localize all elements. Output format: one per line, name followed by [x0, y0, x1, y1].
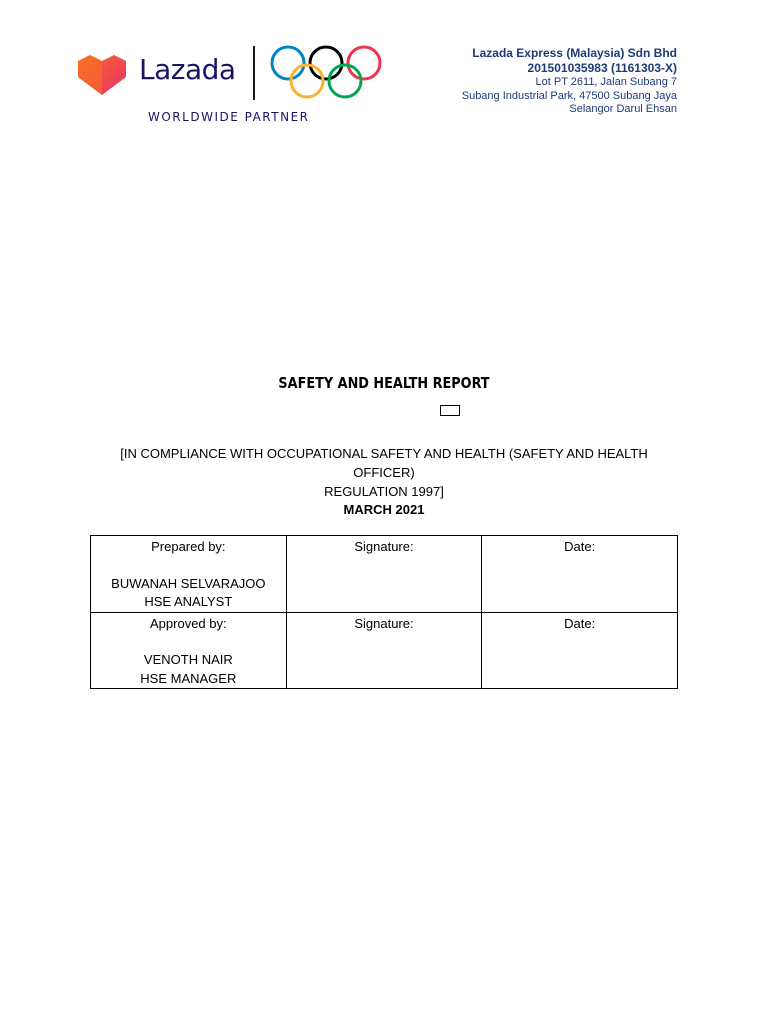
company-address-block: [462, 46, 677, 117]
person-position: HSE ANALYST: [144, 594, 233, 609]
signoff-table: [90, 535, 678, 689]
lazada-olympic-logo: [72, 42, 392, 126]
date-label: Date:: [564, 615, 596, 631]
date-label: Date:: [564, 539, 596, 554]
role-label: Prepared by:: [151, 539, 226, 554]
compliance-line: [IN COMPLIANCE WITH OCCUPATIONAL SAFETY AND HEALTH (SAFETY AND HEALTH OFFICER): [120, 446, 648, 480]
role-cell: [91, 612, 287, 689]
person-position: HSE MANAGER: [140, 670, 237, 686]
table-row: [91, 536, 678, 613]
report-title: SAFETY AND HEALTH REPORT: [278, 374, 490, 392]
company-name: Lazada Express (Malaysia) Sdn Bhd: [472, 46, 677, 60]
date-cell[interactable]: [482, 612, 678, 689]
placeholder-box: [440, 405, 460, 416]
address-line: Subang Industrial Park, 47500 Subang Jaya: [461, 89, 677, 102]
lazada-heart-icon: [74, 51, 130, 97]
olympic-rings-icon: [268, 42, 392, 104]
compliance-line: REGULATION 1997]: [324, 484, 444, 499]
address-line: Selangor Darul Ehsan: [569, 103, 677, 115]
lazada-wordmark: Lazada: [139, 53, 236, 86]
company-registration: 201501035983 (1161303-X): [527, 61, 677, 75]
role-label: Approved by:: [150, 615, 227, 631]
logo-tagline: WORLDWIDE PARTNER: [148, 110, 310, 124]
person-name: VENOTH NAIR: [143, 652, 233, 667]
compliance-statement: [90, 444, 678, 501]
signature-label: Signature:: [354, 615, 414, 631]
signature-cell[interactable]: [286, 612, 482, 689]
report-month: MARCH 2021: [343, 502, 425, 517]
signature-cell[interactable]: [286, 536, 482, 613]
address-line: Lot PT 2611, Jalan Subang 7: [535, 76, 677, 88]
person-name: BUWANAH SELVARAJOO: [111, 575, 266, 591]
table-row: [91, 612, 678, 689]
logo-divider: [253, 46, 255, 100]
role-cell: [91, 536, 287, 613]
date-cell[interactable]: [482, 536, 678, 613]
signature-label: Signature:: [354, 539, 414, 554]
